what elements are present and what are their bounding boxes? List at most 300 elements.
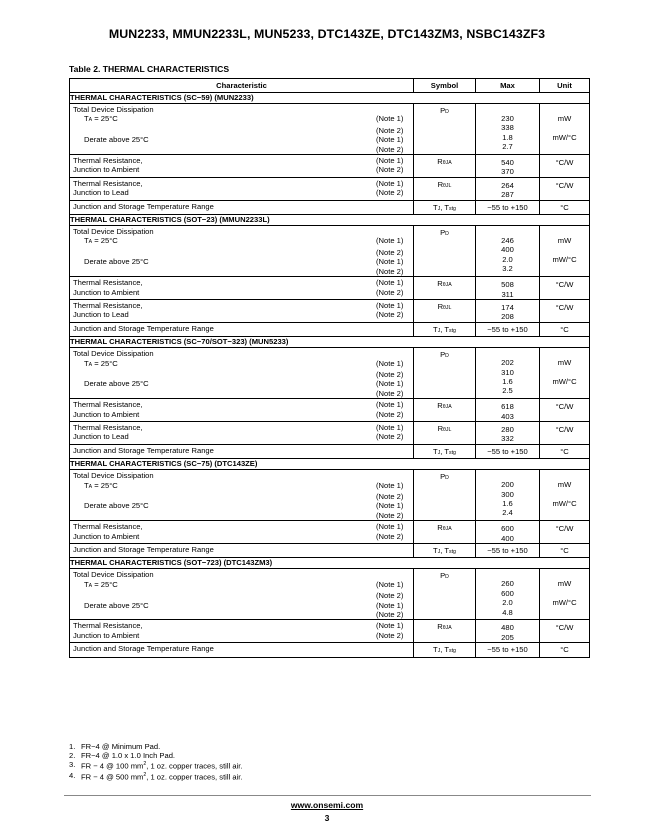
temp-row [70,322,590,336]
symbol-letter: R [437,622,443,632]
temp-characteristic: Junction and Storage Temperature Range [70,200,414,214]
pd-unit [540,348,590,399]
note: (Note 2) [376,591,404,601]
max-value: 3.2 [502,264,513,274]
thermal-label: Junction to Ambient [73,287,140,297]
note: (Note 1) [376,135,404,145]
symbol-letter: P [440,571,446,581]
symbol-separator: , T [440,202,450,212]
pd-label: Total Device Dissipation [73,105,154,114]
table-header-row [70,79,590,93]
note: (Note 2) [376,388,404,398]
temp-max: −55 to +150 [476,544,540,558]
temp-unit: °C [540,200,590,214]
table-body [70,93,590,658]
max-value: 264 [501,180,514,190]
spacer [73,591,376,600]
ta-subscript: A [88,117,93,124]
thermal-label: Thermal Resistance, [73,422,143,432]
derate-label: Derate above 25°C [84,135,149,145]
symbol-letter: R [437,179,444,189]
footnote-number: 2. [69,751,76,761]
note: (Note 1) [376,278,404,288]
temp-unit: °C [540,322,590,336]
pd-unit [540,470,590,521]
thermal-line [73,310,410,319]
derate-line [73,135,410,144]
max-value: 2.0 [502,254,513,264]
pd-symbol [414,348,476,399]
pd-symbol [414,569,476,620]
spacer [73,248,376,257]
thermal-symbol [414,521,476,544]
thermal-label: Thermal Resistance, [73,278,143,288]
ta-condition [73,481,376,492]
pd-max [476,104,540,155]
note: (Note 1) [376,236,404,246]
unit-spacer [540,368,589,377]
thermal-characteristic [70,399,414,422]
thermal-label: Thermal Resistance, [73,300,143,310]
page-number: 3 [324,813,330,823]
ta-value: = 25°C [94,579,118,589]
thermal-max [476,620,540,643]
max-value: 174 [501,302,514,312]
pd-row [70,470,590,521]
pd-row [70,348,590,399]
thermal-line [73,621,410,630]
thermal-max [476,299,540,322]
symbol-letter: T [433,446,438,456]
pd-row [70,569,590,620]
thermal-characteristic [70,421,414,444]
pd-label-line [73,227,410,236]
thermal-symbol [414,277,476,300]
max-value: 2.4 [502,508,513,518]
unit-value: mW [557,114,572,123]
note: (Note 2) [376,610,404,620]
thermal-label: Junction to Ambient [73,630,140,640]
temp-characteristic: Junction and Storage Temperature Range [70,643,414,657]
ta-symbol: T [84,480,89,490]
thermal-characteristics-table [69,78,590,658]
thermal-unit: °C/W [540,421,590,444]
section-row [70,558,590,569]
symbol-subscript: J [437,205,441,212]
note: (Note 1) [376,400,404,410]
note: (Note 1) [376,358,404,368]
footnote-text-b: , 1 oz. copper traces, still air. [146,772,243,782]
pd-max [476,470,540,521]
pd-label-line [73,471,410,480]
spacer [73,610,376,619]
thermal-max [476,421,540,444]
max-value: 200 [501,480,514,490]
thermal-max [476,177,540,200]
note: (Note 1) [376,501,404,511]
thermal-label: Junction to Lead [73,310,129,320]
symbol-subscript: stg [449,327,456,334]
symbol-letter: R [437,279,443,289]
pd-label: Total Device Dissipation [73,349,154,359]
note: (Note 2) [376,432,404,442]
symbol-subscript: D [445,574,449,581]
footnote-text: FR−4 @ 1.0 x 1.0 Inch Pad. [81,751,176,761]
note: (Note 2) [376,531,404,541]
temp-unit: °C [540,544,590,558]
thermal-row [70,399,590,422]
note-line [73,267,410,276]
ta-line [73,236,410,247]
thermal-line [73,423,410,432]
header-unit: Unit [540,79,590,93]
symbol-subscript: D [445,475,449,482]
temp-row [70,444,590,458]
footnote-number: 3. [69,760,76,770]
section-title: THERMAL CHARACTERISTICS (SC−59) (MUN2233) [70,93,590,104]
footnotes [69,742,242,781]
spacer [73,267,376,276]
max-value: 618 [501,402,514,412]
note: (Note 1) [376,379,404,389]
thermal-row [70,620,590,643]
unit-spacer [540,245,589,254]
max-value: 400 [501,533,514,543]
temp-max: −55 to +150 [476,200,540,214]
ta-subscript: A [88,483,93,490]
max-value: 338 [501,123,514,133]
ta-value: = 25°C [94,480,118,490]
footnote [69,742,242,751]
temp-max: −55 to +150 [476,444,540,458]
symbol-subscript: θJL [443,426,452,433]
max-value: 600 [501,588,514,598]
pd-label-line [73,349,410,358]
symbol-subscript: θJA [442,404,452,411]
max-value: 300 [501,489,514,499]
pd-characteristic [70,348,414,399]
thermal-characteristic [70,521,414,544]
note-line [73,389,410,398]
spacer [73,389,376,398]
unit-value: mW/°C [552,598,577,608]
thermal-line [73,278,410,287]
thermal-row [70,299,590,322]
thermal-row [70,177,590,200]
pd-symbol [414,104,476,155]
max-value: 202 [501,358,514,368]
ta-value: = 25°C [94,236,118,246]
temp-row [70,643,590,657]
max-value: 205 [501,632,514,642]
footnote-text: FR−4 @ Minimum Pad. [81,742,161,751]
thermal-line [73,410,410,419]
section-title: THERMAL CHARACTERISTICS (SOT−23) (MMUN2233L) [70,215,590,226]
pd-label-line [73,570,410,579]
thermal-unit: °C/W [540,399,590,422]
symbol-letter: R [437,423,444,433]
max-value: 540 [501,158,514,168]
section-row [70,337,590,348]
ta-symbol: T [84,236,89,246]
symbol-separator: , T [440,446,450,456]
thermal-max [476,277,540,300]
ta-condition [73,236,376,247]
footnote [69,771,242,782]
temp-symbol [414,322,476,336]
pd-unit [540,104,590,155]
note: (Note 2) [376,492,404,501]
footnote-text [81,771,242,782]
note-line [73,591,410,600]
max-value: 2.0 [502,598,513,608]
symbol-subscript: stg [449,449,456,456]
symbol-separator: , T [440,645,450,655]
ta-value: = 25°C [94,358,118,368]
thermal-line [73,156,410,165]
max-value: 260 [501,579,514,589]
derate-label: Derate above 25°C [84,379,149,389]
thermal-symbol [414,421,476,444]
thermal-unit: °C/W [540,299,590,322]
ta-symbol: T [84,358,89,368]
note: (Note 2) [376,510,404,520]
pd-label: Total Device Dissipation [73,227,154,237]
ta-subscript: A [88,361,93,368]
thermal-characteristic [70,277,414,300]
section-title: THERMAL CHARACTERISTICS (SC−70/SOT−323) (MUN5233) [70,337,590,348]
pd-symbol [414,226,476,277]
note: (Note 2) [376,247,404,257]
pd-unit [540,226,590,277]
thermal-characteristic [70,155,414,178]
spacer [73,511,376,520]
thermal-label: Thermal Resistance, [73,522,143,532]
footnote-superscript: 2 [143,761,147,768]
pd-unit [540,569,590,620]
symbol-subscript: stg [449,549,456,556]
pd-characteristic [70,569,414,620]
thermal-label: Junction to Lead [73,188,129,198]
note-line [73,511,410,520]
note: (Note 2) [376,409,404,419]
footnote-text-a: FR − 4 @ 100 mm [81,761,144,771]
thermal-symbol [414,299,476,322]
spacer [73,492,376,501]
derate-line [73,601,410,610]
footer-rule [64,795,591,796]
max-value: 370 [501,167,514,177]
symbol-letter: R [437,301,444,311]
symbol-letter: P [440,106,446,115]
note: (Note 2) [376,188,404,198]
thermal-label: Junction to Lead [73,432,129,442]
thermal-line [73,631,410,640]
thermal-max [476,155,540,178]
temp-unit: °C [540,643,590,657]
thermal-line [73,288,410,297]
ta-line [73,114,410,125]
section-title: THERMAL CHARACTERISTICS (SC−75) (DTC143ZE) [70,459,590,470]
derate-label: Derate above 25°C [84,600,149,610]
thermal-label: Junction to Ambient [73,409,140,419]
thermal-unit: °C/W [540,521,590,544]
derate-line [73,501,410,510]
temp-symbol [414,544,476,558]
max-value: 480 [501,623,514,633]
thermal-unit: °C/W [540,277,590,300]
max-value: 600 [501,524,514,534]
note: (Note 1) [376,522,404,532]
ta-symbol: T [84,114,89,124]
pd-row [70,226,590,277]
unit-spacer [540,490,589,499]
note-line [73,610,410,619]
header-symbol: Symbol [414,79,476,93]
max-value: 2.5 [502,386,513,396]
symbol-letter: P [440,472,446,482]
symbol-subscript: J [437,449,441,456]
derate-label: Derate above 25°C [84,501,149,511]
thermal-max [476,399,540,422]
spacer [73,145,376,154]
thermal-line [73,188,410,197]
note: (Note 2) [376,287,404,297]
note: (Note 1) [376,579,404,589]
temp-max: −55 to +150 [476,643,540,657]
max-value: 508 [501,280,514,290]
ta-line [73,580,410,591]
symbol-subscript: D [445,353,449,360]
unit-spacer [540,589,589,598]
ta-line [73,359,410,370]
thermal-label: Junction to Ambient [73,531,140,541]
ta-value: = 25°C [94,114,118,124]
max-value: 246 [501,236,514,246]
temp-characteristic: Junction and Storage Temperature Range [70,444,414,458]
unit-value: mW [557,579,572,589]
symbol-subscript: stg [449,648,456,655]
unit-value: mW/°C [552,498,577,508]
thermal-line [73,165,410,174]
symbol-subscript: J [437,648,441,655]
symbol-separator: , T [440,324,450,334]
note: (Note 1) [376,114,404,124]
note: (Note 1) [376,621,404,631]
symbol-letter: P [440,350,446,360]
symbol-subscript: θJL [443,182,452,189]
symbol-subscript: θJA [442,160,452,167]
pd-max [476,569,540,620]
note: (Note 2) [376,310,404,320]
note: (Note 1) [376,300,404,310]
ta-condition [73,580,376,591]
symbol-letter: T [433,546,438,556]
footnote-superscript: 2 [143,771,147,778]
temp-symbol [414,444,476,458]
ta-symbol: T [84,579,89,589]
page-title: MUN2233, MMUN2233L, MUN5233, DTC143ZE, DTC143ZM3, NSBC143ZF3 [108,27,546,41]
unit-value: mW/°C [552,254,577,264]
temp-characteristic: Junction and Storage Temperature Range [70,544,414,558]
thermal-row [70,277,590,300]
note-line [73,248,410,257]
max-value: 4.8 [502,607,513,617]
note: (Note 1) [376,178,404,188]
derate-label: Derate above 25°C [84,257,149,267]
thermal-characteristic [70,620,414,643]
temp-row [70,544,590,558]
thermal-line [73,301,410,310]
unit-spacer [540,123,589,132]
symbol-subscript: θJA [442,625,452,632]
thermal-unit: °C/W [540,177,590,200]
spacer [73,126,376,135]
pd-label: Total Device Dissipation [73,471,154,481]
note-line [73,492,410,501]
thermal-unit: °C/W [540,620,590,643]
temp-symbol [414,643,476,657]
pd-symbol [414,470,476,521]
section-title: THERMAL CHARACTERISTICS (SOT−723) (DTC143ZM3) [70,558,590,569]
pd-characteristic [70,226,414,277]
ta-condition [73,114,376,125]
thermal-line [73,532,410,541]
section-row [70,459,590,470]
symbol-letter: R [437,157,443,167]
symbol-separator: , T [440,546,450,556]
max-value: 332 [501,434,514,444]
thermal-label: Thermal Resistance, [73,400,143,410]
thermal-characteristic [70,299,414,322]
temp-row [70,200,590,214]
thermal-label: Thermal Resistance, [73,621,143,631]
thermal-characteristic [70,177,414,200]
note: (Note 1) [376,480,404,490]
thermal-label: Thermal Resistance, [73,178,143,188]
max-value: 1.8 [502,132,513,142]
max-value: 1.6 [502,499,513,508]
symbol-letter: T [433,645,438,655]
unit-value: mW [557,480,572,490]
footnote-number: 4. [69,770,76,780]
note-line [73,126,410,135]
unit-value: mW [557,236,572,246]
max-value: 280 [501,424,514,434]
note: (Note 1) [376,156,404,166]
max-value: 403 [501,411,514,421]
thermal-line [73,522,410,531]
note: (Note 2) [376,630,404,640]
pd-characteristic [70,470,414,521]
max-value: 230 [501,114,514,123]
max-value: 311 [501,289,514,299]
max-value: 400 [501,245,514,255]
ta-subscript: A [88,582,93,589]
website-link[interactable]: www.onsemi.com [290,800,364,810]
ta-subscript: A [88,239,93,246]
symbol-subscript: stg [449,205,456,212]
pd-max [476,226,540,277]
unit-value: mW/°C [552,132,577,142]
section-row [70,215,590,226]
symbol-subscript: D [445,109,449,115]
symbol-letter: R [437,523,443,533]
thermal-line [73,179,410,188]
section-row [70,93,590,104]
note: (Note 2) [376,369,404,379]
spacer [73,370,376,379]
